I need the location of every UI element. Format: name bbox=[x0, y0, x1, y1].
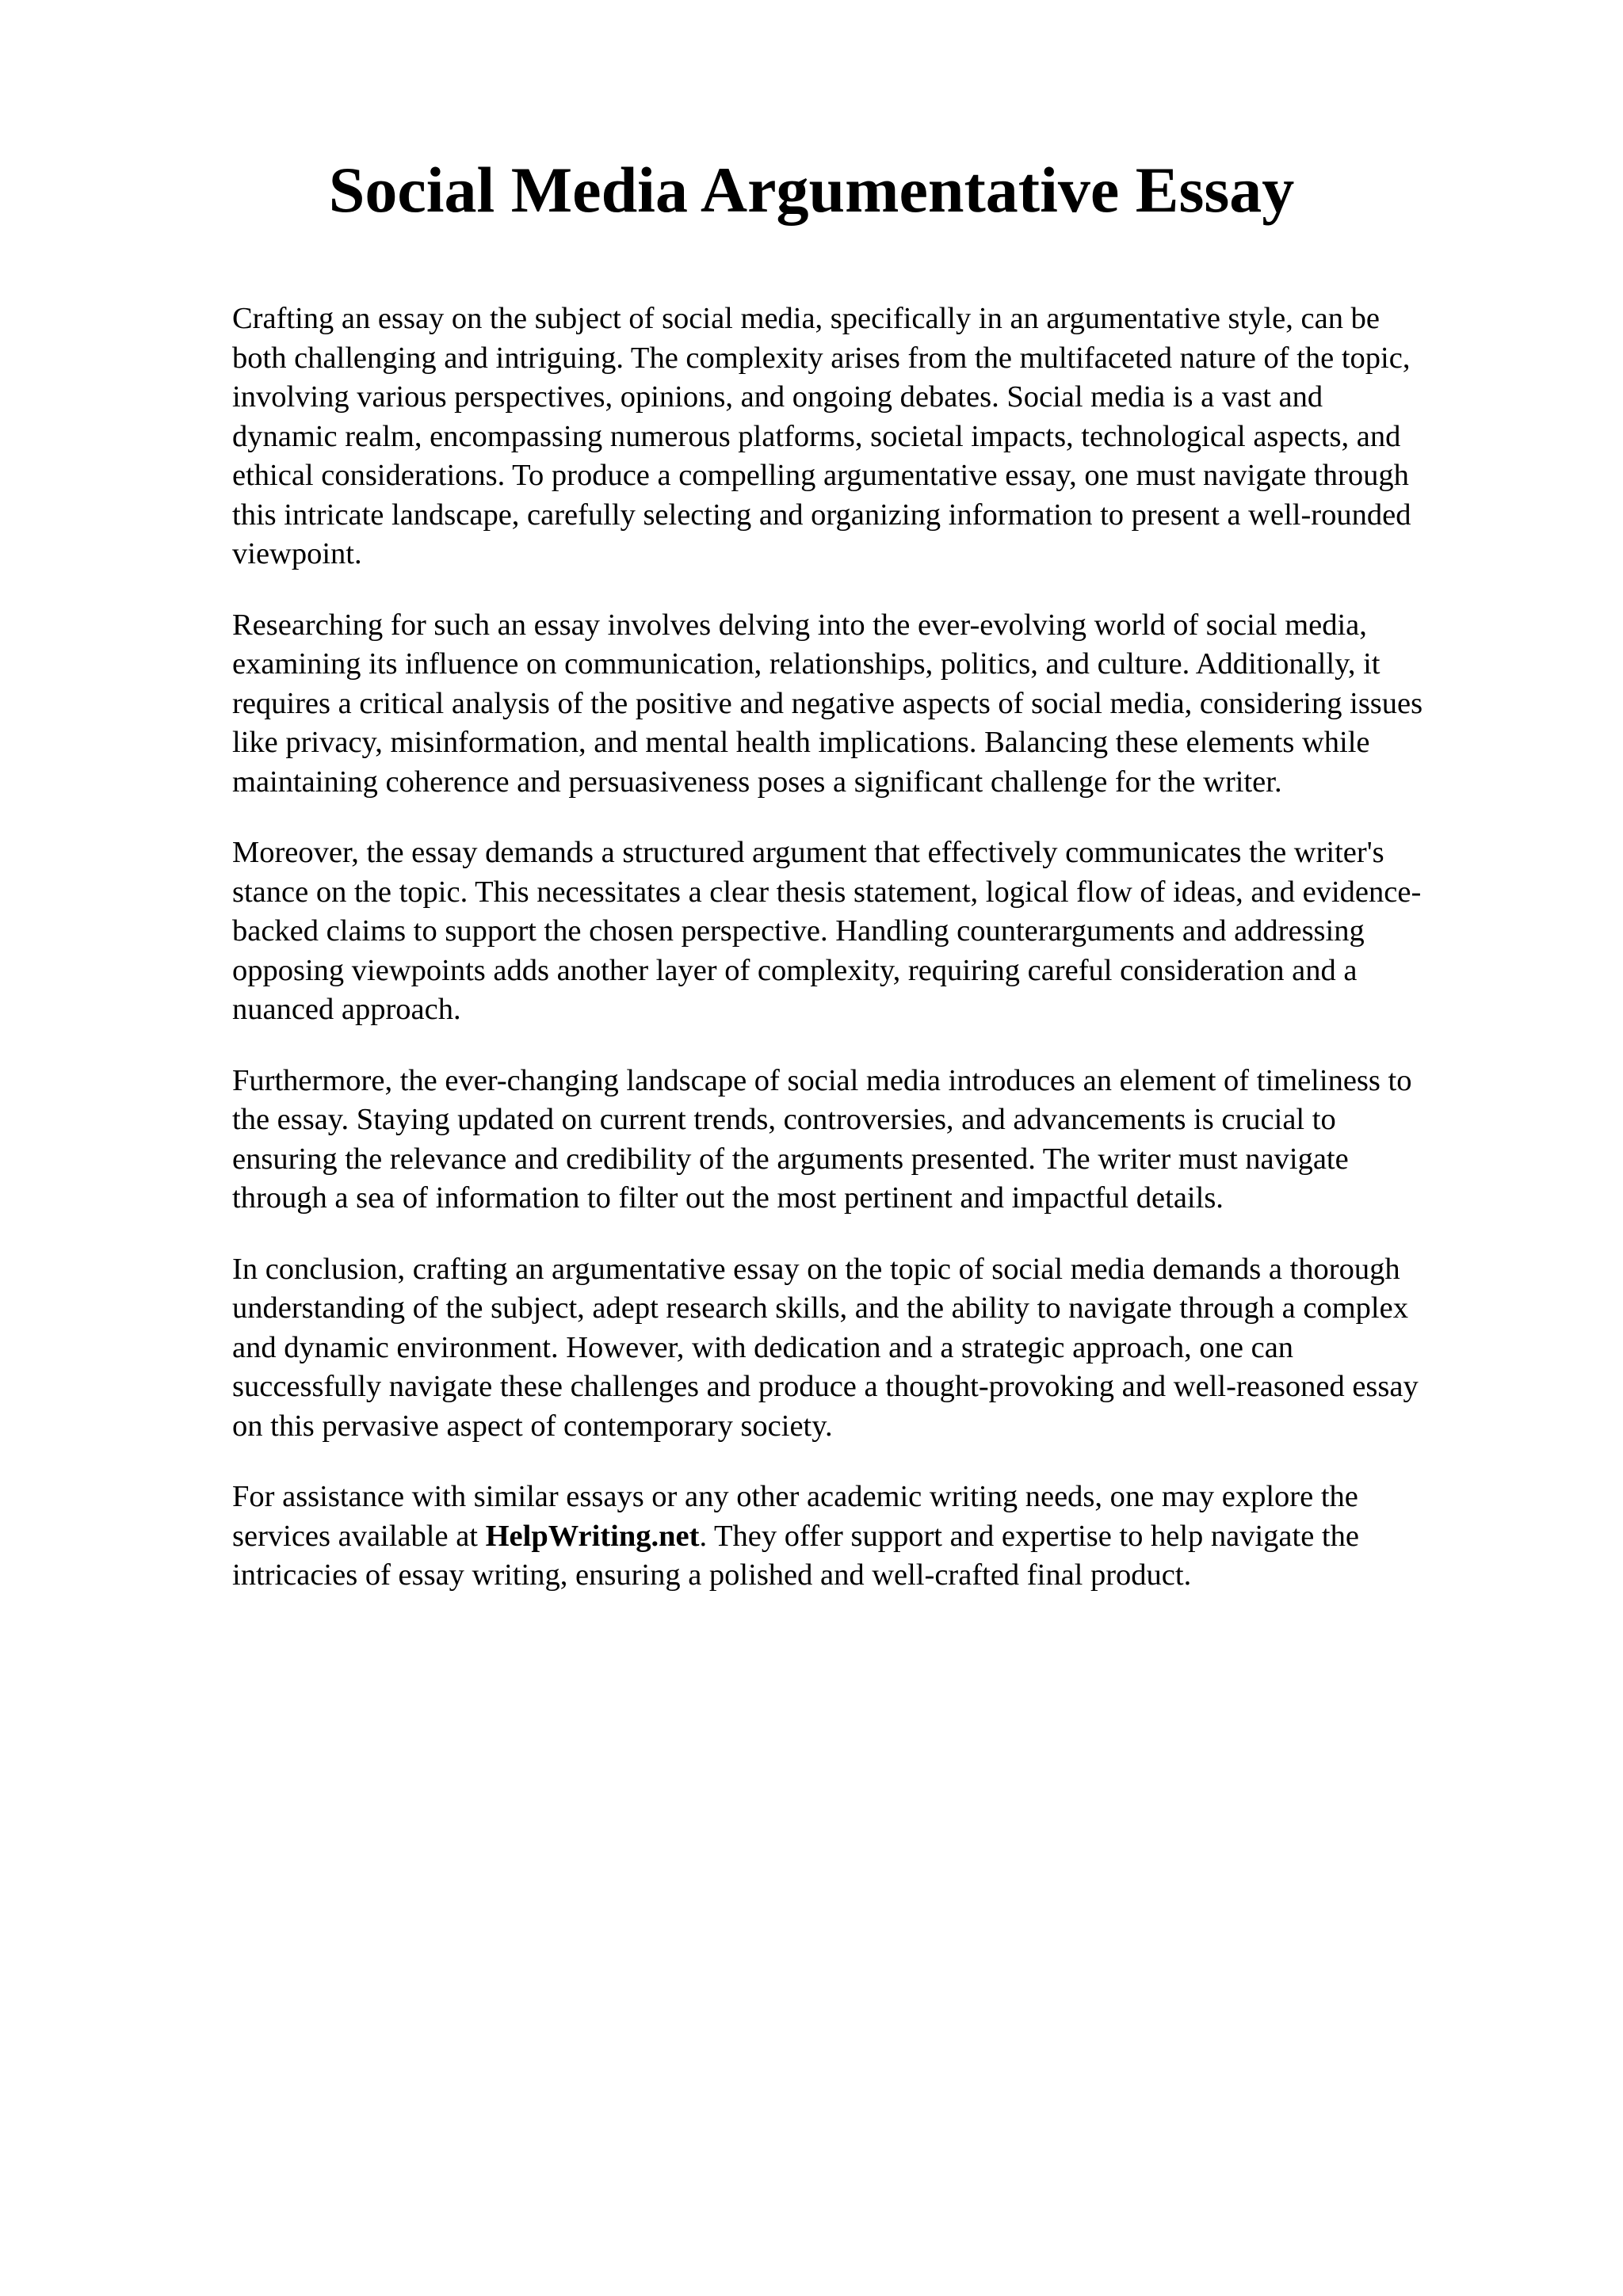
paragraph-3: Moreover, the essay demands a structured argument that effectively communicates the writer's stance on the topic. This necessitates a clear thesis statement, logical flow of ideas, and evidence- backed claims to support the chosen perspective. Handling counterarguments and addressing opposing viewpoints adds another layer of complexity, requiring careful consideration and a nuanced approach. bbox=[232, 836, 1422, 1026]
paragraph-5: In conclusion, crafting an argumentative essay on the topic of social media demands a thorough understanding of the subject, adept research skills, and the ability to navigate through a complex and dynamic environment. However, with dedication and a strategic approach, one can successfully navigate these challenges and produce a thought-provoking and well-reasoned essay on this pervasive aspect of contemporary society. bbox=[232, 1252, 1419, 1443]
paragraph-4: Furthermore, the ever-changing landscape of social media introduces an element of timeliness to the essay. Staying updated on current trends, controversies, and advancements is crucial to ensuring the relevance and credibility of the arguments presented. The writer must navigate through a sea of information to filter out the most pertinent and impactful details. bbox=[232, 1063, 1412, 1215]
paragraph-1: Crafting an essay on the subject of social media, specifically in an argumentative style, can be both challenging and intriguing. The complexity arises from the multifaceted nature of the topic, involving various perspectives, opinions, and ongoing debates. Social media is a vast and dynamic realm, encompassing numerous platforms, societal impacts, technological aspects, and ethical considerations. To produce a compelling argumentative essay, one must navigate through this intricate landscape, carefully selecting and organizing information to present a well-rounded viewpoint. bbox=[232, 302, 1411, 570]
paragraph-6-lead-text: For assistance with similar essays or any other academic writing needs, one may explore the services available at bbox=[232, 1480, 1358, 1553]
paragraph-6 bbox=[232, 1478, 1532, 1596]
helpwriting-link[interactable]: HelpWriting.net bbox=[485, 1519, 700, 1553]
paragraph-2: Researching for such an essay involves delving into the ever-evolving world of social media, examining its influence on communication, relationships, politics, and culture. Additionally, it requires a critical analysis of the positive and negative aspects of social media, considering issues like privacy, misinformation, and mental health implications. Balancing these elements while maintaining coherence and persuasiveness poses a significant challenge for the writer. bbox=[232, 608, 1423, 799]
document-body bbox=[232, 299, 1532, 1627]
paragraph-6-tail-text: . They offer support and expertise to help navigate the intricacies of essay writing, ensuring a polished and well-crafted final product. bbox=[232, 1519, 1359, 1592]
document-title: Social Media Argumentative Essay bbox=[328, 154, 1295, 226]
